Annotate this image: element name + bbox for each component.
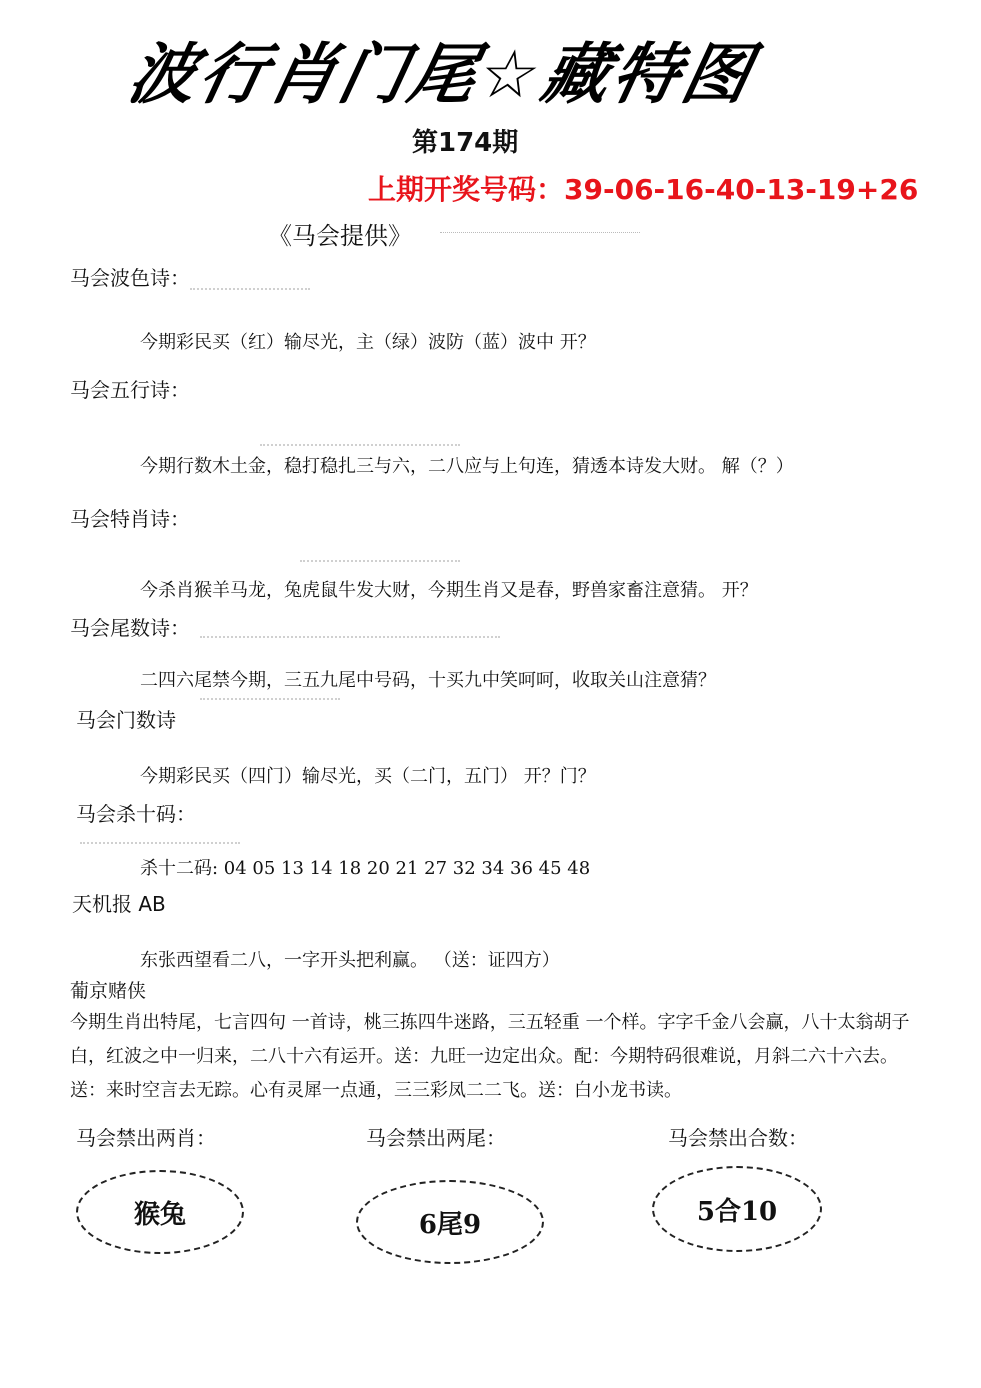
provider-label: 《马会提供》	[268, 222, 412, 250]
issue-number: 第174期	[412, 128, 519, 158]
divider	[200, 698, 340, 700]
page-title: 波行肖门尾☆藏特图	[121, 36, 762, 113]
section-text-tail: 二四六尾禁今期，三五九尾中号码，十买九中笑呵呵，收取关山注意猜？	[140, 670, 716, 691]
section-text-door: 今期彩民买（四门）输尽光，买（二门，五门） 开？门？	[140, 766, 596, 787]
ban-tail-value: 6尾9	[356, 1180, 544, 1264]
section-heading-door: 马会门数诗	[76, 708, 176, 732]
divider	[440, 232, 640, 233]
section-text-pujing: 今期生肖出特尾，七言四句 一首诗，桃三拣四牛迷路，三五轻重 一个样。字字千金八会赢，八十太翁胡子白，红波之中一归来，二八十六有运开。送：九旺一边定出众。配：今期特码很难说，月斜二六十六去。送：来时空言去无踪。心有灵犀一点通，三三彩凤二二飞。送：白小龙书读。	[70, 1012, 910, 1101]
ban-zodiac-label: 马会禁出两肖：	[76, 1126, 216, 1150]
ban-zodiac-value: 猴兔	[76, 1170, 244, 1254]
section-text-zodiac: 今杀肖猴羊马龙，兔虎鼠牛发大财，今期生肖又是春，野兽家畜注意猜。 开？	[140, 580, 758, 601]
section-text-wuxing: 今期行数木土金，稳打稳扎三与六，二八应与上句连，猜透本诗发大财。 解（？）	[140, 456, 794, 477]
ban-sum-value: 5合10	[652, 1166, 822, 1252]
section-heading-wuxing: 马会五行诗：	[70, 378, 190, 402]
section-text-wave: 今期彩民买（红）输尽光，主（绿）波防（蓝）波中 开？	[140, 332, 596, 353]
divider	[190, 288, 310, 290]
divider	[200, 636, 500, 638]
ban-tail-label: 马会禁出两尾：	[366, 1126, 506, 1150]
divider	[260, 444, 460, 446]
section-text-kill: 杀十二码: 04 05 13 14 18 20 21 27 32 34 36 45 48	[140, 858, 591, 879]
section-heading-wave: 马会波色诗：	[70, 266, 190, 290]
divider	[80, 842, 240, 844]
section-heading-tail: 马会尾数诗：	[70, 616, 190, 640]
last-draw-numbers: 上期开奖号码：39-06-16-40-13-19+26	[368, 173, 919, 206]
section-text-tianji: 东张西望看二八，一字开头把利赢。 （送：证四方）	[140, 950, 560, 971]
section-heading-tianji: 天机报 AB	[72, 892, 166, 916]
ban-sum-label: 马会禁出合数：	[668, 1126, 808, 1150]
section-heading-pujing: 葡京赌侠	[70, 980, 147, 1002]
section-heading-zodiac: 马会特肖诗：	[70, 507, 190, 531]
divider	[300, 560, 460, 562]
section-heading-kill: 马会杀十码：	[76, 802, 196, 826]
